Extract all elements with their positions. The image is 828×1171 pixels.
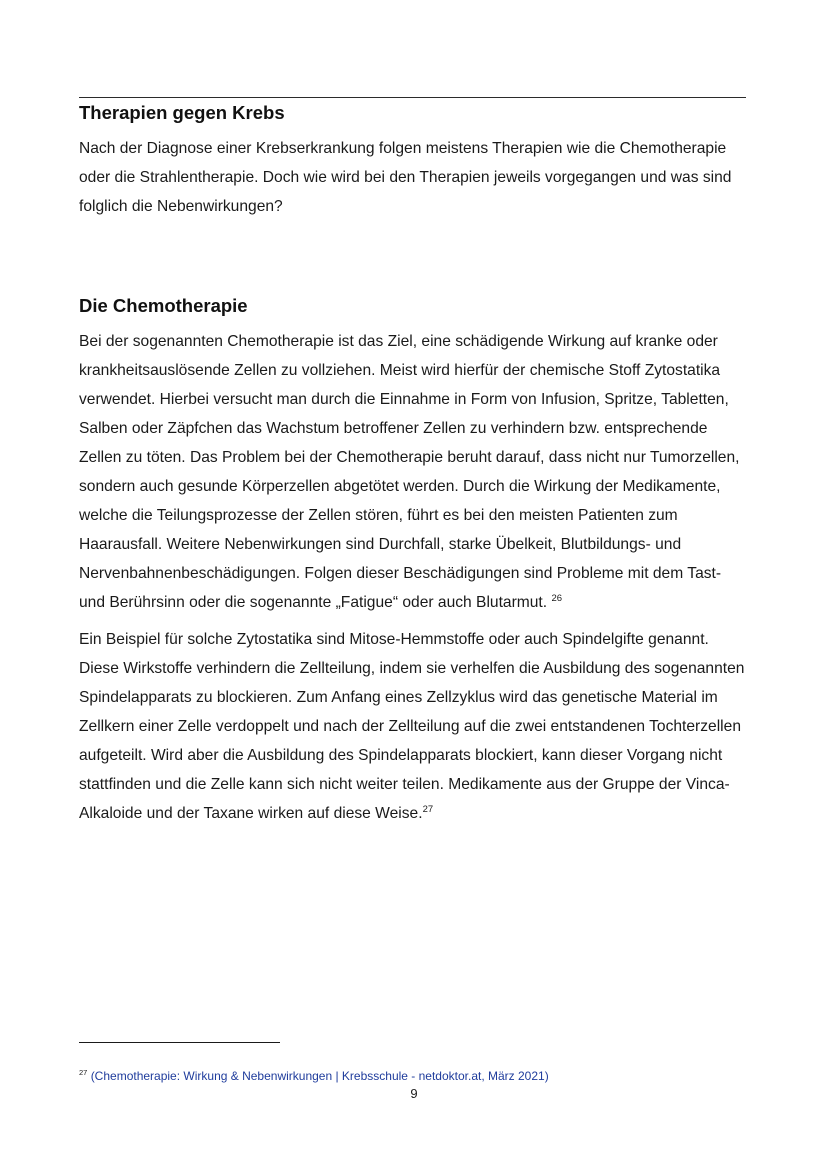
paragraph-2-text: Ein Beispiel für solche Zytostatika sind Mitose-Hemmstoffe oder auch Spindelgifte genannt. Diese Wirkstoffe verhindern die Zellteilung, indem sie verhelfen die Ausbildung des sogenannten Spindelapparats zu blockieren. Zum Anfang eines Zellzyklus wird das genetische Material im Zellkern einer Zelle verdoppelt und nach der Zellteilung auf die zwei entstandenen Tochterzellen aufgeteilt. Wird aber die Ausbildung des Spindelapparats blockiert, kann dieser Vorgang nicht stattfinden und die Zelle kann sich nicht weiter teilen. Medikamente aus der Gruppe der Vinca-Alkaloide und der Taxane wirken auf diese Weise.: [79, 631, 745, 822]
paragraph-1-text: Bei der sogenannten Chemotherapie ist das Ziel, eine schädigende Wirkung auf kranke oder krankheitsauslösende Zellen zu vollziehen. Meist wird hierfür der chemische Stoff Zytostatika verwendet. Hierbei versucht man durch die Einnahme in Form von Infusion, Spritze, Tabletten, Salben oder Zäpfchen das Wachstum betroffener Zellen zu verhindern bzw. entsprechende Zellen zu töten. Das Problem bei der Chemotherapie beruht darauf, dass nicht nur Tumorzellen, sondern auch gesunde Körperzellen abgetötet werden. Durch die Wirkung der Medikamente, welche die Teilungsprozesse der Zellen stören, führt es bei den meisten Patienten zum Haarausfall. Weitere Nebenwirkungen sind Durchfall, starke Übelkeit, Blutbildungs- und Nervenbahnenbeschädigungen. Folgen dieser Beschädigungen sind Probleme mit dem Tast- und Berührsinn oder die sogenannte „Fatigue“ oder auch Blutarmut.: [79, 333, 740, 611]
chemotherapie-paragraph-1: [79, 327, 751, 617]
page-number: 9: [410, 1086, 418, 1101]
section-heading-chemotherapie: Die Chemotherapie: [79, 295, 248, 316]
page-content: [79, 100, 751, 828]
footnote-ref-26[interactable]: 26: [551, 592, 563, 604]
footnote-link[interactable]: (Chemotherapie: Wirkung & Nebenwirkungen | Krebsschule - netdoktor.at, März 2021): [90, 1069, 549, 1083]
chemotherapie-paragraph-2: [79, 625, 751, 828]
footnote-number: 27: [79, 1068, 88, 1077]
intro-paragraph: Nach der Diagnose einer Krebserkrankung folgen meistens Therapien wie die Chemotherapie oder die Strahlentherapie. Doch wie wird bei den Therapien jeweils vorgegangen und was sind folglich die Nebenwirkungen?: [79, 140, 732, 215]
footnote: [79, 1068, 549, 1084]
header-divider: [79, 97, 746, 98]
footnote-divider: [79, 1042, 280, 1043]
section-heading-therapien: Therapien gegen Krebs: [79, 102, 285, 123]
footnote-ref-27[interactable]: 27: [422, 803, 434, 815]
